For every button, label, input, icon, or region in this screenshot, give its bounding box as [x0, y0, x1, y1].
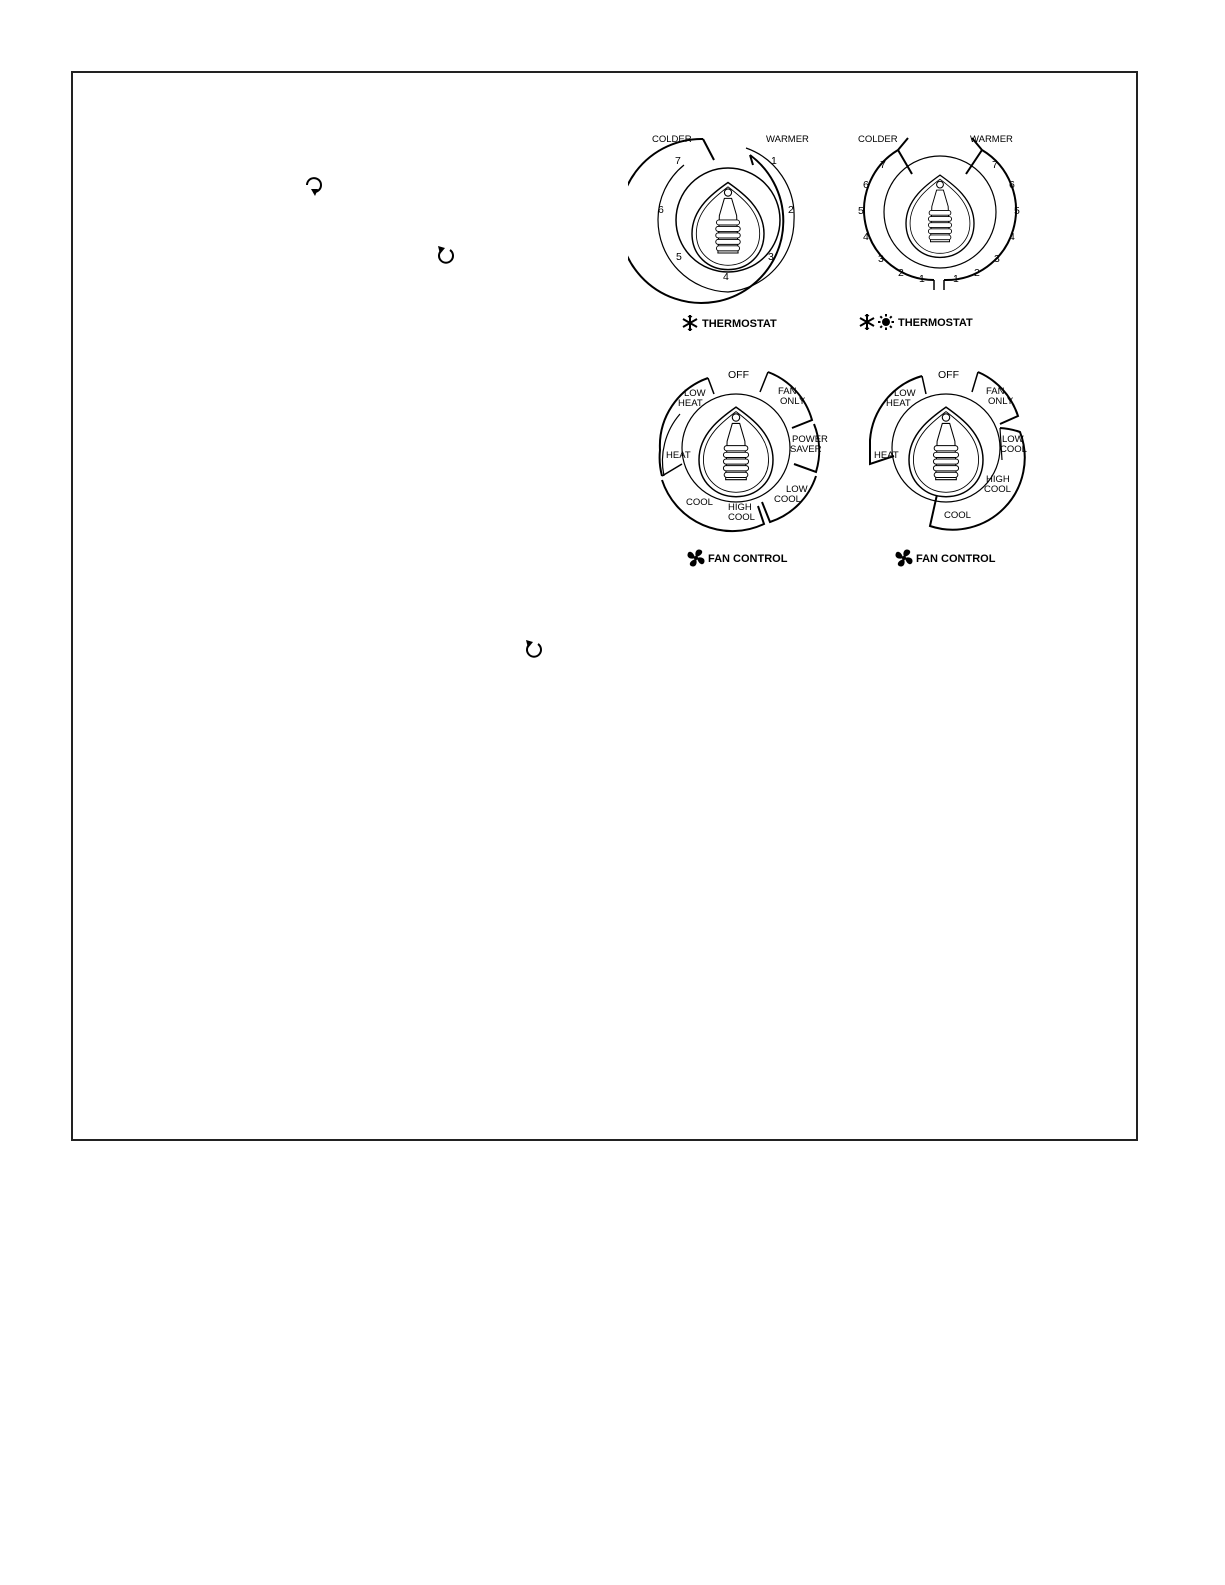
warmer-label: WARMER [766, 134, 809, 145]
low-heat-label-2: HEAT [886, 398, 911, 409]
right-setting-2: 2 [974, 267, 980, 279]
fan-control-caption: FAN CONTROL [708, 553, 788, 565]
low-heat-label-1: LOW [684, 388, 706, 399]
low-heat-label-1: LOW [894, 388, 916, 399]
counterclockwise-arrow-icon [434, 244, 458, 268]
left-setting-3: 3 [878, 253, 884, 265]
setting-2: 2 [788, 204, 794, 216]
fan-control-dial-a[interactable] [640, 360, 830, 575]
off-label: OFF [728, 369, 749, 381]
thermostat-dial-cool[interactable] [628, 120, 828, 340]
high-cool-label-2: COOL [984, 484, 1011, 495]
high-cool-label-1: HIGH [986, 474, 1010, 485]
cool-label: COOL [944, 510, 971, 521]
fan-only-label-1: FAN [986, 386, 1005, 397]
fan-icon [895, 549, 912, 566]
low-cool-label-2: COOL [1000, 444, 1027, 455]
power-saver-label-1: POWER [792, 434, 828, 445]
snowflake-icon [860, 314, 874, 330]
colder-label: COLDER [858, 134, 898, 145]
counterclockwise-arrow-icon [522, 638, 546, 662]
fan-only-label-2: ONLY [988, 396, 1014, 407]
fan-only-label-1: FAN [778, 386, 797, 397]
snowflake-icon [683, 315, 697, 331]
low-cool-label-1: LOW [786, 484, 808, 495]
thermostat-dial-heat-cool[interactable] [840, 120, 1040, 340]
setting-1: 1 [771, 155, 777, 167]
fan-icon [687, 549, 704, 566]
clockwise-arrow-icon [302, 172, 326, 198]
left-setting-6: 6 [863, 179, 869, 191]
high-cool-label-1: HIGH [728, 502, 752, 513]
fan-control-caption: FAN CONTROL [916, 553, 996, 565]
setting-5: 5 [676, 251, 682, 263]
sun-icon [878, 314, 894, 330]
thermostat-caption: THERMOSTAT [898, 317, 973, 329]
heat-label: HEAT [666, 450, 691, 461]
cool-label: COOL [686, 497, 713, 508]
left-setting-7: 7 [880, 159, 886, 171]
high-cool-label-2: COOL [728, 512, 755, 523]
left-setting-2: 2 [898, 267, 904, 279]
heat-label: HEAT [874, 450, 899, 461]
power-saver-label-2: SAVER [790, 444, 822, 455]
low-cool-label-2: COOL [774, 494, 801, 505]
low-heat-label-2: HEAT [678, 398, 703, 409]
off-label: OFF [938, 369, 959, 381]
right-setting-5: 5 [1014, 205, 1020, 217]
setting-4: 4 [723, 271, 729, 283]
fan-only-label-2: ONLY [780, 396, 806, 407]
low-cool-label-1: LOW [1002, 434, 1024, 445]
setting-7: 7 [675, 155, 681, 167]
thermostat-caption: THERMOSTAT [702, 318, 777, 330]
fan-control-dial-b[interactable] [850, 360, 1040, 575]
right-setting-1: 1 [953, 273, 959, 285]
left-setting-1: 1 [919, 273, 925, 285]
warmer-label: WARMER [970, 134, 1013, 145]
colder-label: COLDER [652, 134, 692, 145]
setting-3: 3 [768, 251, 774, 263]
left-setting-4: 4 [863, 231, 869, 243]
left-setting-5: 5 [858, 205, 864, 217]
right-setting-4: 4 [1009, 231, 1015, 243]
right-setting-3: 3 [994, 253, 1000, 265]
setting-6: 6 [658, 204, 664, 216]
right-setting-6: 6 [1009, 179, 1015, 191]
right-setting-7: 7 [992, 159, 998, 171]
